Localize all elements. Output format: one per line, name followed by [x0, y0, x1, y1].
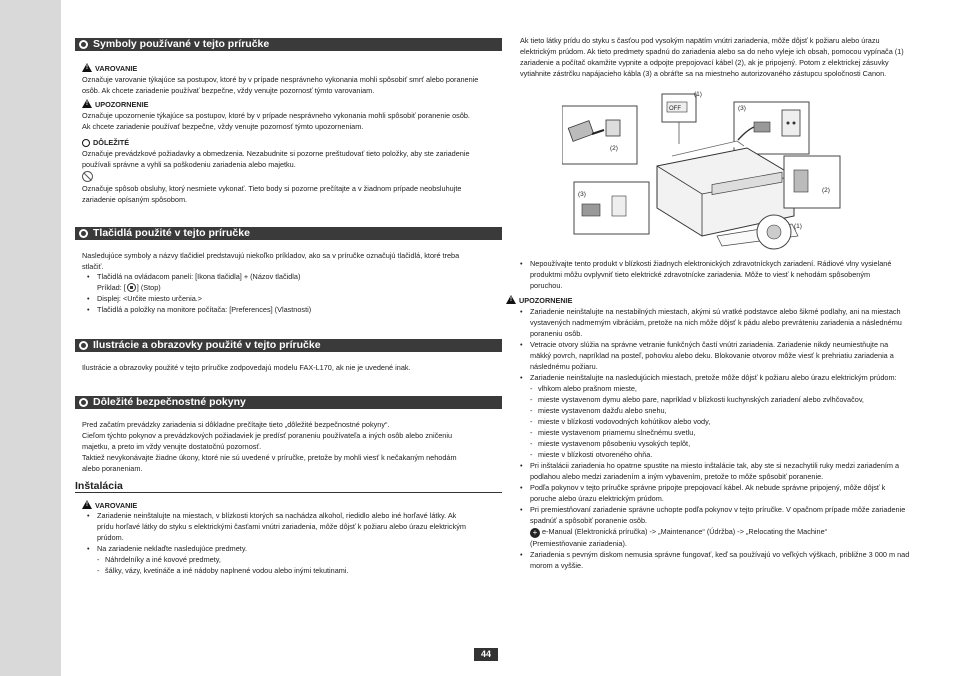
sub-list-item: - Náhrdelníky a iné kovové predmety,: [97, 554, 471, 565]
buttons-list: [87, 271, 477, 315]
label-2-right: (2): [822, 187, 830, 194]
paragraph: Taktiež nevykonávajte žiadne úkony, ktoré nie sú uvedené v príručke, pretože by mohli viesť k nečakaným nehodám alebo poraneniam.: [82, 453, 457, 473]
warning-icon: [82, 500, 92, 509]
section-bullet-icon: [79, 398, 88, 407]
list-item: • Pri premiestňovaní zariadenie správne uchopte podľa pokynov v tejto príručke. V opačnom prípade môže zariadenie spadnúť a spôsobiť poranenie osôb. + e-Manual (Elektronická príručka) -> „Maintenance“ (Údržba) -> „Relocating the Machine“ (Premiestňovanie zariadenia).: [520, 504, 910, 549]
list-item: • Na zariadenie neklaďte nasledujúce predmety.: [87, 543, 471, 554]
wall-outlet-icon: [782, 110, 800, 136]
label-2-top: (2): [610, 145, 618, 152]
section-title: Dôležité bezpečnostné pokyny: [93, 396, 246, 408]
stop-button-icon: [127, 283, 136, 292]
caution-description: Označuje upozornenie týkajúce sa postupov, ktoré by v prípade nesprávneho vykonania mohli spôsobiť poranenie osôb. Ak chcete zariadenie používať bezpečne, vždy venujte pozornosť týmto upozorneniam.: [82, 111, 470, 131]
section-header-buttons: [75, 227, 502, 240]
list-item: • Zariadenie neinštalujte na nasledujúcich miestach, pretože môže dôjsť k požiaru alebo úrazu elektrickým prúdom:: [520, 372, 910, 383]
list-item: • Tlačidlá a položky na monitore počítača: [Preferences] (Vlastnosti): [87, 304, 477, 315]
caution-label: !UPOZORNENIE: [82, 99, 149, 110]
list-item: • Tlačidlá na ovládacom paneli: [Ikona tlačidla] + (Názov tlačidla) Príklad: [ ] (Stop): [87, 271, 477, 293]
list-item: • Vetracie otvory slúžia na správne vetranie funkčných častí vnútri zariadenia. Zariadenie nikdy neumiestňujte na mäkký povrch, napríklad na posteľ, pohovku alebo deku. Blokovanie otvorov môže viesť k prehriatiu zariadenia a následnému požiaru.: [520, 339, 910, 372]
paragraph: Cieľom týchto pokynov a prevádzkových požiadaviek je predísť poraneniu používateľa a iných osôb alebo zničeniu majetku, a preto im vždy venujte dostatočnú pozornosť.: [82, 431, 453, 451]
heading-underline: [75, 492, 502, 493]
fax-machine-illustration: [562, 86, 862, 254]
warning-icon: [82, 63, 92, 72]
install-warning-label: !VAROVANIE: [82, 500, 137, 511]
important-icon: [82, 139, 90, 147]
section-title: Tlačidlá použité v tejto príručke: [93, 227, 250, 239]
sub-list-item: - mieste vystavenom priamemu slnečnému svetlu,: [530, 427, 910, 438]
caution-icon: [506, 295, 516, 304]
power-button-icon: [767, 225, 781, 239]
section-title: Ilustrácie a obrazovky použité v tejto príručke: [93, 339, 321, 351]
label-1-top: (1): [694, 91, 702, 98]
list-item: • Podľa pokynov v tejto príručke správne pripojte prepojovací kábel. Ak nebude správne pripojený, môže dôjsť k poruche alebo úrazu elektrickým prúdom.: [520, 482, 910, 504]
label-3-bottom: (3): [578, 191, 586, 198]
plug-icon: [582, 204, 600, 216]
fire-instruction-paragraph: Ak tieto látky prídu do styku s časťou pod vysokým napätím vnútri zariadenia, môže dôjsť k požiaru alebo úrazu elektrickým prúdom. Ak tieto predmety spadnú do zariadenia alebo sa do neho vyleje ich obsah, pomocou vypínača (1) zariadenie a počítač okamžite vypnite a odpojte prepojovací kábel (2), ak je pripojený. Potom z elektrickej zásuvky vytiahnite zástrčku napájacieho kábla (3) a obráťte sa na miestneho autorizovaného zástupcu spoločnosti Canon.: [520, 36, 904, 78]
list-item: • Pri inštalácii zariadenia ho opatrne spustite na miesto inštalácie tak, aby ste si nezachytili ruky medzi zariadením a podlahou alebo medzi zariadením a iným vybavením, pretože to môže spôsobiť poranenie.: [520, 460, 910, 482]
section-bullet-icon: [79, 341, 88, 350]
sub-list-item: - mieste vystavenom dažďu alebo snehu,: [530, 405, 910, 416]
safety-paragraphs: [82, 419, 462, 474]
prohibit-icon: [82, 171, 93, 182]
installation-heading: Inštalácia: [75, 480, 123, 492]
off-label: OFF: [669, 106, 681, 112]
panel-cable-right: [784, 156, 840, 208]
port-icon: [606, 120, 620, 136]
medical-device-bullet: [520, 258, 904, 291]
plug-icon: [754, 122, 770, 132]
prohibit-description: Označuje spôsob obsluhy, ktorý nesmiete vykonať. Tieto body si pozorne prečítajte a v žiadnom prípade neobsluhujte zariadenie opísaným spôsobom.: [82, 184, 462, 204]
sub-list-item: - šálky, vázy, kvetináče a iné nádoby naplnené vodou alebo inými tekutinami.: [97, 565, 471, 576]
caution-list-right: [520, 306, 910, 571]
list-item: • Zariadenie neinštalujte na miestach, v blízkosti ktorých sa nachádza alkohol, riedidlo alebo iné horľavé látky. Ak prídu horľavé látky do styku s elektrickými časťami vnútri zariadenia, môže dôjsť k požiaru alebo úrazu elektrickým prúdom.: [87, 510, 471, 543]
warning-label: !VAROVANIE: [82, 63, 137, 74]
illustrations-text: Ilustrácie a obrazovky použité v tejto príručke zodpovedajú modelu FAX-L170, ak nie je uvedené inak.: [82, 363, 411, 372]
manual-reference: e-Manual (Elektronická príručka) -> „Maintenance“ (Údržba) -> „Relocating the Machine“: [542, 527, 828, 536]
important-label: DÔLEŽITÉ: [82, 137, 129, 148]
section-header-safety: [75, 396, 502, 409]
label-1-bottom: (1): [794, 223, 802, 230]
buttons-intro: Nasledujúce symboly a názvy tlačidiel predstavujú niekoľko príkladov, ako sa v príručke označujú tlačidlá, ktoré treba stlačiť.: [82, 251, 460, 271]
list-item: • Zariadenie neinštalujte na nestabilných miestach, akými sú vratké podstavce alebo šikmé podlahy, ani na miestach vystavených nadmerným vibráciám, pretože na nich môže dôjsť k pádu alebo prevráteniu zariadenia a následnému poraneniu osôb.: [520, 306, 910, 339]
left-gray-margin: [0, 0, 61, 676]
sub-list-item: - mieste vystavenom pôsobeniu vysokých teplôt,: [530, 438, 910, 449]
section-header-illustrations: [75, 339, 502, 352]
sub-list-item: - mieste vystavenom dymu alebo pare, napríklad v blízkosti kuchynských zariadení alebo zvlhčovačov,: [530, 394, 910, 405]
paragraph: Pred začatím prevádzky zariadenia si dôkladne prečítajte tieto „dôležité bezpečnostné pokyny“.: [82, 420, 390, 429]
port-icon: [612, 196, 626, 216]
cable-connector-icon: [794, 170, 808, 192]
sub-list-item: - mieste v blízkosti vodovodných kohútikov alebo vody,: [530, 416, 910, 427]
install-warning-list: [87, 510, 471, 576]
caution-icon: [82, 99, 92, 108]
sub-list-item: - vlhkom alebo prašnom mieste,: [530, 383, 910, 394]
page-number: 44: [474, 648, 498, 661]
section-bullet-icon: [79, 229, 88, 238]
section-header-symbols: [75, 38, 502, 51]
list-item: • Zariadenia s pevným diskom nemusia správne fungovať, keď sa používajú vo veľkých výškach, približne 3 000 m nad morom a vyššie.: [520, 549, 910, 571]
section-title: Symboly používané v tejto príručke: [93, 38, 270, 50]
warning-description: Označuje varovanie týkajúce sa postupov, ktoré by v prípade nesprávneho vykonania mohli spôsobiť smrť alebo poranenie osôb. Ak chcete zariadenie používať bezpečne, vždy venujte pozornosť týmto varovaniam.: [82, 75, 479, 95]
manual-link-icon: +: [530, 528, 540, 538]
sub-list-item: - mieste v blízkosti otvoreného ohňa.: [530, 449, 910, 460]
important-description: Označuje prevádzkové požiadavky a obmedzenia. Nezabudnite si pozorne preštudovať tieto položky, aby ste zariadenie používali správne a vyhli sa poškodeniu zariadenia alebo majetku.: [82, 149, 470, 169]
list-item: • Nepoužívajte tento produkt v blízkosti žiadnych elektronických zdravotníckych zariadení. Rádiové vlny vysielané produktmi môžu ovplyvniť tieto elektrické zdravotnícke zariadenia. Môže to viesť k nehodám spôsobeným poruchou.: [520, 258, 904, 291]
caution-label-right: !UPOZORNENIE: [506, 295, 573, 306]
list-item: • Displej: <Určite miesto určenia.>: [87, 293, 477, 304]
label-3-top: (3): [738, 105, 746, 112]
section-bullet-icon: [79, 40, 88, 49]
